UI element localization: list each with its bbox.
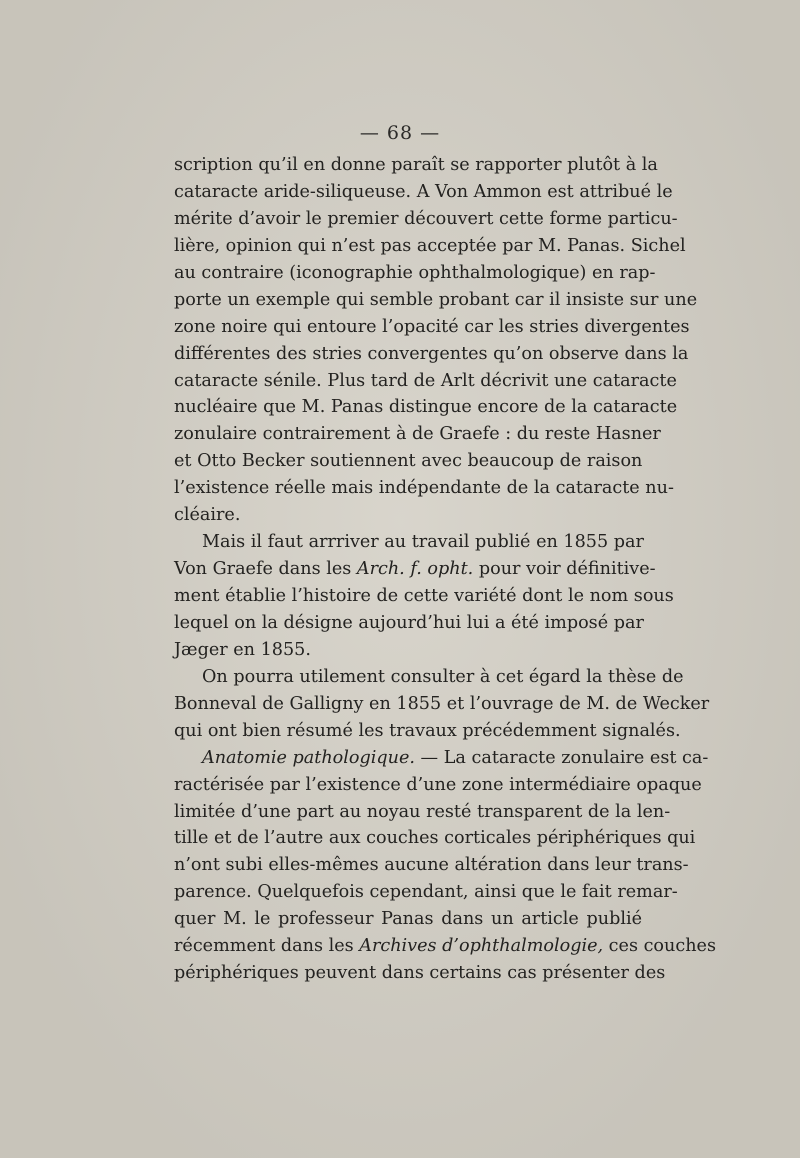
page-number: — 68 — [359,122,441,144]
text-line [174,556,656,583]
text-line [174,933,716,960]
text-line: périphériques peuvent dans certains cas présenter des [174,963,666,984]
body-text [174,152,716,987]
text-line: différentes des stries convergentes qu’on observe dans la [174,343,689,364]
text-line: cataracte aride-siliqueuse. A Von Ammon est attribué le [174,181,673,202]
text-line: cléaire. [174,505,241,526]
text-line: lière, opinion qui n’est pas acceptée par M. Panas. Sichel [174,235,686,256]
text-line: tille et de l’autre aux couches corticales périphériques qui [174,828,696,849]
text-line: zone noire qui entoure l’opacité car les stries divergentes [174,316,690,337]
text-span: pour voir définitive- [473,559,656,580]
text-line: zonulaire contrairement à de Graefe : du reste Hasner [174,424,661,445]
text-line: ment établie l’histoire de cette variété dont le nom sous [174,586,674,606]
text-line: cataracte sénile. Plus tard de Arlt décrivit une cataracte [174,370,677,391]
text-line: lequel on la désigne aujourd’hui lui a été imposé par [174,612,644,633]
section-heading: Anatomie pathologique. [202,747,415,768]
journal-title: Arch. f. opht. [356,559,474,580]
text-line: parence. Quelquefois cependant, ainsi que le fait remar- [174,882,678,903]
text-line: l’existence réelle mais indépendante de la cataracte nu- [174,478,674,499]
text-line: porte un exemple qui semble probant car il insiste sur une [174,289,698,310]
paragraph-start: Mais il faut arrriver au travail publié en 1855 par [202,532,644,553]
text-line: au contraire (iconographie ophthalmologique) en rap- [174,262,656,283]
text-line: n’ont subi elles-mêmes aucune altération dans leur trans- [174,855,689,876]
text-line: nucléaire que M. Panas distingue encore de la cataracte [174,397,678,418]
text-span: récemment dans les [174,936,360,957]
paragraph-start: On pourra utilement consulter à cet égard la thèse de [202,666,684,687]
text-line: limitée d’une part au noyau resté transparent de la len- [174,801,671,822]
text-line: Jæger en 1855. [174,639,311,660]
text-line: ractérisée par l’existence d’une zone intermédiaire opaque [174,774,702,795]
text-line: mérite d’avoir le premier découvert cette forme particu- [174,208,678,229]
text-line: et Otto Becker soutiennent avec beaucoup de raison [174,451,643,472]
text-line: quer M. le professeur Panas dans un article publié [174,909,642,930]
text-line: Bonneval de Galligny en 1855 et l’ouvrage de M. de Wecker [174,693,710,714]
journal-title: Archives d’ophthalmologie, [359,936,604,957]
text-line: scription qu’il en donne paraît se rapporter plutôt à la [174,155,658,175]
text-span: — La cataracte zonulaire est ca- [414,747,709,768]
text-span: ces couches [603,936,716,957]
text-line: qui ont bien résumé les travaux précédemment signalés. [174,720,681,741]
paragraph-start [174,745,709,772]
text-span: Von Graefe dans les [174,559,357,580]
